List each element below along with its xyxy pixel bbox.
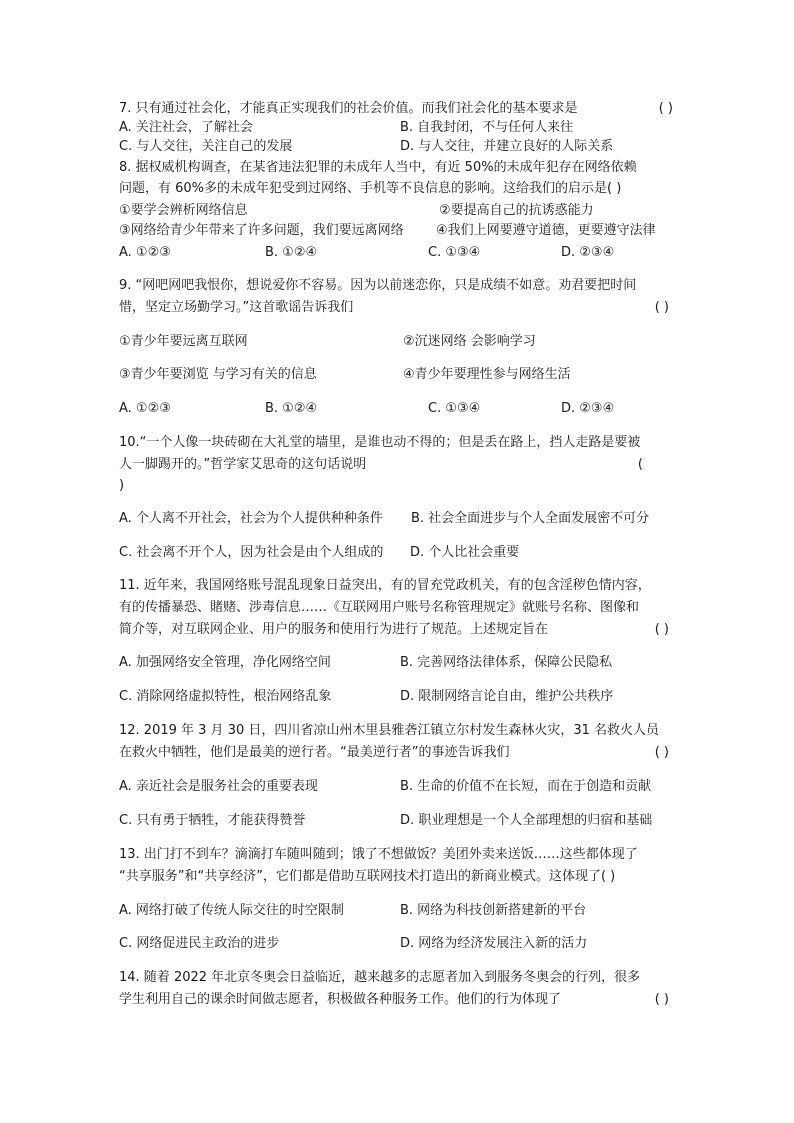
q11-stem-1: 11. 近年来，我国网络账号混乱现象日益突出，有的冒充党政机关，有的包含淫秽色情内容，	[119, 578, 651, 593]
q7-option-b: B. 自我封闭，不与任何人来往	[400, 120, 574, 135]
q13-option-d: D. 网络为经济发展注入新的活力	[400, 936, 588, 951]
q11-option-d: D. 限制网络言论自由，维护公共秩序	[400, 689, 614, 704]
q10-stem-line-1	[119, 434, 679, 451]
q9-option-d: D. ②③④	[561, 401, 615, 416]
q9-options-row	[119, 400, 679, 417]
q13-option-a: A. 网络打破了传统人际交往的时空限制	[119, 903, 344, 918]
q8-statements-row-2	[119, 222, 679, 239]
q10-paren-open: (	[637, 457, 643, 472]
q14-stem-line-1	[119, 969, 679, 986]
q8-statement-4: ④我们上网要遵守道德，更要遵守法律	[436, 223, 656, 238]
q14-stem-2: 学生利用自己的课余时间做志愿者，积极做各种服务工作。他们的行为体现了	[119, 992, 562, 1007]
q11-options-row-2	[119, 688, 679, 705]
q7-option-d: D. 与人交往，并建立良好的人际关系	[400, 139, 614, 154]
q7-options-row-2	[119, 138, 679, 155]
q11-stem-line-3	[119, 621, 679, 638]
q9-stem-2: 惜，坚定立场勤学习。”这首歌谣告诉我们	[119, 300, 354, 315]
q8-option-d: D. ②③④	[561, 245, 615, 260]
q12-options-row-1	[119, 778, 679, 795]
q13-option-b: B. 网络为科技创新搭建新的平台	[400, 903, 587, 918]
q11-stem-line-2	[119, 599, 679, 616]
q11-option-a: A. 加强网络安全管理，净化网络空间	[119, 655, 331, 670]
q10-options-row-1	[119, 510, 679, 527]
q10-option-c: C. 社会离不开个人，因为社会是由个人组成的	[119, 545, 384, 560]
q8-option-a: A. ①②③	[119, 245, 171, 260]
q12-option-b: B. 生命的价值不在长短，而在于创造和贡献	[400, 779, 652, 794]
q8-options-row	[119, 244, 679, 261]
q12-stem-2: 在救火中牺牲，他们是最美的逆行者。“最美逆行者”的事迹告诉我们	[119, 745, 510, 760]
q10-stem-1: 10.“一个人像一块砖砌在大礼堂的墙里，是谁也动不得的；但是丢在路上，挡人走路是要被	[119, 435, 641, 450]
q8-stem-line-2	[119, 180, 679, 197]
q12-option-a: A. 亲近社会是服务社会的重要表现	[119, 779, 318, 794]
q12-answer-paren: ( )	[654, 745, 669, 760]
q7-options-row-1	[119, 119, 679, 136]
q9-statements-row-1	[119, 333, 679, 350]
q14-stem-1: 14. 随着 2022 年北京冬奥会日益临近，越来越多的志愿者加入到服务冬奥会的行列，很多	[119, 970, 641, 985]
q8-statement-1: ①要学会辨析网络信息	[119, 203, 248, 218]
q11-option-b: B. 完善网络法律体系，保障公民隐私	[400, 655, 613, 670]
q11-answer-paren: ( )	[654, 622, 669, 637]
q8-statement-2: ②要提高自己的抗诱惑能力	[439, 203, 594, 218]
q8-option-c: C. ①③④	[428, 245, 481, 260]
q9-answer-paren: ( )	[654, 300, 669, 315]
q10-options-row-2	[119, 544, 679, 561]
q10-stem-line-2	[119, 456, 679, 473]
q7-stem: 7. 只有通过社会化，才能真正实现我们的社会价值。而我们社会化的基本要求是	[119, 101, 578, 116]
q9-statements-row-2	[119, 366, 679, 383]
q11-option-c: C. 消除网络虚拟特性，根治网络乱象	[119, 689, 332, 704]
q13-stem-line-1	[119, 846, 679, 863]
q13-stem-1: 13. 出门打不到车？滴滴打车随叫随到；饿了不想做饭？美团外卖来送饭……这些都体现了	[119, 847, 638, 862]
q12-stem-line-1	[119, 722, 679, 739]
q13-options-row-2	[119, 935, 679, 952]
q12-stem-line-2	[119, 744, 679, 761]
q9-option-a: A. ①②③	[119, 401, 171, 416]
q9-option-b: B. ①②④	[265, 401, 318, 416]
q9-statement-1: ①青少年要远离互联网	[119, 334, 248, 349]
q8-stem-2: 问题，有 60%多的未成年犯受到过网络、手机等不良信息的影响。这给我们的启示是( )	[119, 181, 622, 196]
q11-stem-line-1	[119, 577, 679, 594]
q10-stem-2: 人一脚踢开的。”哲学家艾思奇的这句话说明	[119, 457, 367, 472]
q8-statements-row-1	[119, 202, 679, 219]
q10-option-d: D. 个人比社会重要	[410, 545, 520, 560]
q7-stem-line	[119, 100, 679, 117]
q7-option-a: A. 关注社会，了解社会	[119, 120, 253, 135]
q9-statement-2: ②沉迷网络 会影响学习	[403, 334, 536, 349]
q10-paren-close: )	[119, 478, 125, 493]
q9-option-c: C. ①③④	[428, 401, 481, 416]
q13-stem-2: “共享服务”和“共享经济”，它们都是借助互联网技术打造出的新商业模式。这体现了( )	[119, 869, 616, 884]
q8-stem-line-1	[119, 159, 679, 176]
q12-option-d: D. 职业理想是一个人全部理想的归宿和基础	[400, 813, 653, 828]
q13-option-c: C. 网络促进民主政治的进步	[119, 936, 280, 951]
q10-stem-line-3	[119, 477, 679, 494]
q8-stem-1: 8. 据权威机构调查，在某省违法犯罪的未成年人当中，有近 50%的未成年犯存在网络依赖	[119, 160, 637, 175]
q14-stem-line-2	[119, 991, 679, 1008]
q11-stem-3: 简介等，对互联网企业、用户的服务和使用行为进行了规范。上述规定旨在	[119, 622, 549, 637]
q9-statement-3: ③青少年要浏览 与学习有关的信息	[119, 367, 317, 382]
q10-option-a: A. 个人离不开社会，社会为个人提供种种条件	[119, 511, 383, 526]
q9-stem-1: 9. “网吧网吧我恨你，想说爱你不容易。因为以前迷恋你，只是成绩不如意。劝君要把时间	[119, 278, 637, 293]
q10-option-b: B. 社会全面进步与个人全面发展密不可分	[411, 511, 650, 526]
q14-answer-paren: ( )	[654, 992, 669, 1007]
q9-stem-line-1	[119, 277, 679, 294]
q7-option-c: C. 与人交往，关注自己的发展	[119, 139, 293, 154]
q12-option-c: C. 只有勇于牺牲，才能获得赞誉	[119, 813, 306, 828]
q9-statement-4: ④青少年要理性参与网络生活	[403, 367, 571, 382]
q9-stem-line-2	[119, 299, 679, 316]
q12-stem-1: 12. 2019 年 3 月 30 日，四川省凉山州木里县雅砻江镇立尔村发生森林火灾，31 名救火人员	[119, 723, 660, 738]
q13-options-row-1	[119, 902, 679, 919]
q12-options-row-2	[119, 812, 679, 829]
q8-statement-3: ③网络给青少年带来了许多问题，我们要远离网络	[119, 223, 404, 238]
q11-stem-2: 有的传播暴恐、賭赌、涉毒信息……《互联网用户账号名称管理规定》就账号名称、图像和	[119, 600, 640, 615]
q8-option-b: B. ①②④	[265, 245, 318, 260]
q7-answer-paren: ( )	[658, 101, 673, 116]
q13-stem-line-2	[119, 868, 679, 885]
q11-options-row-1	[119, 654, 679, 671]
